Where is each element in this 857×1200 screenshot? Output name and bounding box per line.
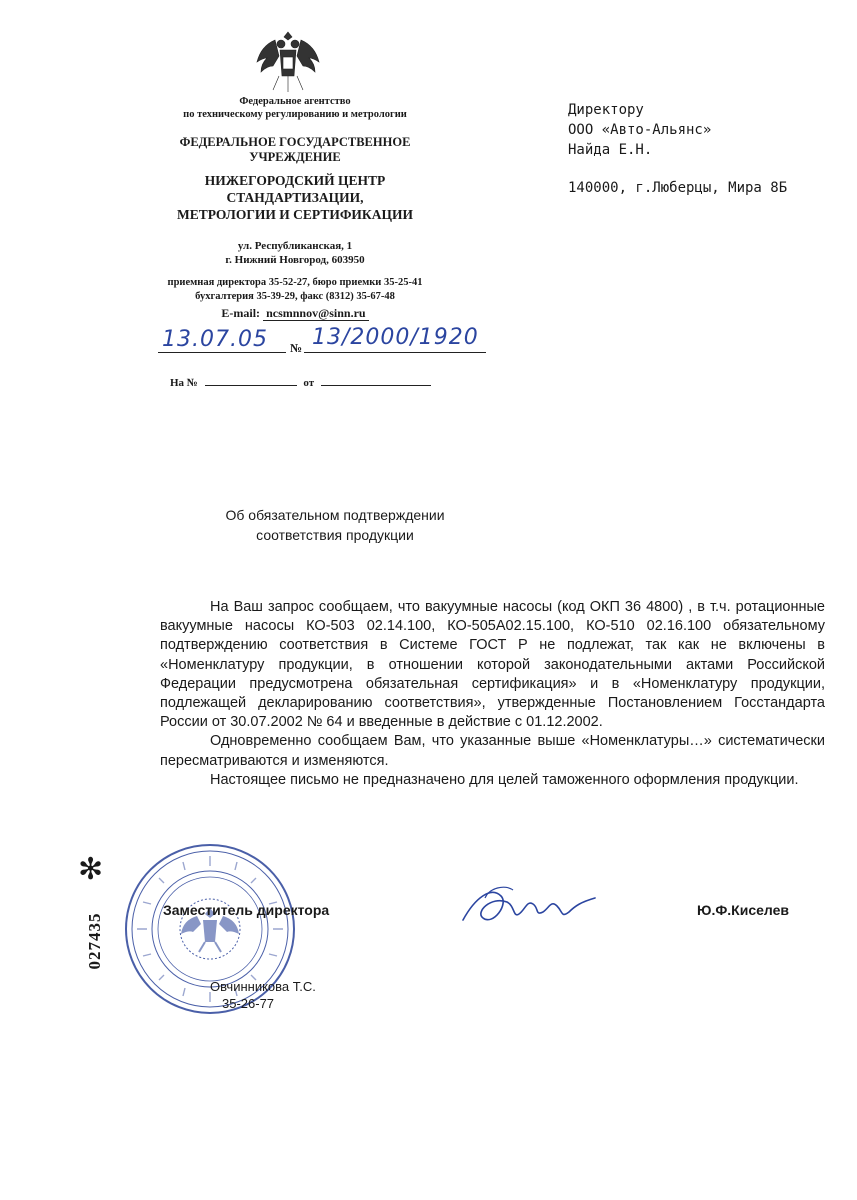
address-line: ул. Республиканская, 1	[237, 240, 353, 252]
reference-label: На №	[170, 377, 198, 389]
phone-line: приемная директора 35-52-27, бюро приемки 35-25-41	[167, 277, 423, 288]
email-label: E-mail:	[221, 306, 261, 320]
address-line: г. Нижний Новгород, 603950	[225, 254, 365, 266]
institution-name-line: НИЖЕГОРОДСКИЙ ЦЕНТР	[204, 173, 386, 188]
reference-from-label: от	[303, 377, 315, 389]
institution-phones	[150, 276, 440, 304]
number-prefix: №	[290, 341, 303, 355]
reference-row	[170, 375, 431, 389]
institution-type-line: ФЕДЕРАЛЬНОЕ ГОСУДАРСТВЕННОЕ	[179, 135, 411, 149]
reference-date-line	[321, 375, 431, 386]
recipient-line: Найда Е.Н.	[568, 142, 653, 158]
institution-name-line: МЕТРОЛОГИИ И СЕРТИФИКАЦИИ	[177, 207, 413, 222]
number-line	[304, 352, 486, 353]
body-paragraph: Настоящее письмо не предназначено для целей таможенного оформления продукции.	[210, 771, 799, 788]
executor-name: Овчинникова Т.С.	[210, 979, 316, 994]
body-paragraph: Одновременно сообщаем Вам, что указанные выше «Номенклатуры…» систематически пересматриваются и изменяются.	[160, 733, 825, 769]
email-link[interactable]: ncsmnnov@sinn.ru	[263, 306, 369, 321]
recipient-block	[568, 100, 711, 160]
registration-number: 13/2000/1920	[312, 325, 479, 350]
reference-number-line	[205, 375, 297, 386]
letter-subject	[190, 505, 480, 545]
serial-mark-icon: ✻	[78, 852, 104, 887]
serial-number: 027435	[85, 912, 104, 970]
emblem-eagle-icon	[253, 30, 323, 96]
institution-type	[150, 135, 440, 165]
letter-body	[160, 598, 825, 790]
handwritten-signature-icon	[455, 868, 600, 938]
institution-address	[150, 239, 440, 267]
agency-line: Федеральное агентство	[239, 96, 351, 107]
recipient-line: Директору	[568, 102, 644, 118]
executor-contact	[210, 978, 316, 1012]
recipient-address: 140000, г.Люберцы, Мира 8Б	[568, 180, 788, 196]
phone-line: бухгалтерия 35-39-29, факс (8312) 35-67-48	[195, 291, 395, 302]
email-row	[150, 306, 440, 321]
serial-number-box	[72, 905, 112, 985]
agency-name	[150, 95, 440, 121]
date-line	[158, 352, 286, 353]
body-paragraph: На Ваш запрос сообщаем, что вакуумные насосы (код ОКП 36 4800) , в т.ч. ротационные вакуумные насосы КО-503 02.14.100, КО-505А02.15.100, КО-510 02.16.100 обязательному подтверждению соответствия в Системе ГОСТ Р не подлежат, так как не включены в «Номенклатуру продукции, в отношении которой законодательными актами Российской Федерации предусмотрена обязательная сертификация» и в «Номенклатуру продукции, подлежащей декларированию соответствия», утвержденные Постановлением Госстандарта России от 30.07.2002 № 64 и введенные в действие с 01.12.2002.	[160, 599, 825, 731]
signer-name: Ю.Ф.Киселев	[697, 902, 789, 918]
registration-date: 13.07.05	[162, 327, 268, 352]
recipient-line: ООО «Авто-Альянс»	[568, 122, 712, 138]
institution-name-line: СТАНДАРТИЗАЦИИ,	[226, 190, 364, 205]
subject-line: Об обязательном подтверждении	[225, 507, 445, 523]
signer-title: Заместитель директора	[163, 902, 330, 918]
subject-line: соответствия продукции	[256, 527, 414, 543]
agency-line: по техническому регулированию и метрологии	[183, 109, 407, 120]
institution-type-line: УЧРЕЖДЕНИЕ	[249, 150, 341, 164]
institution-name	[150, 172, 440, 223]
executor-phone: 35-26-77	[222, 996, 275, 1011]
